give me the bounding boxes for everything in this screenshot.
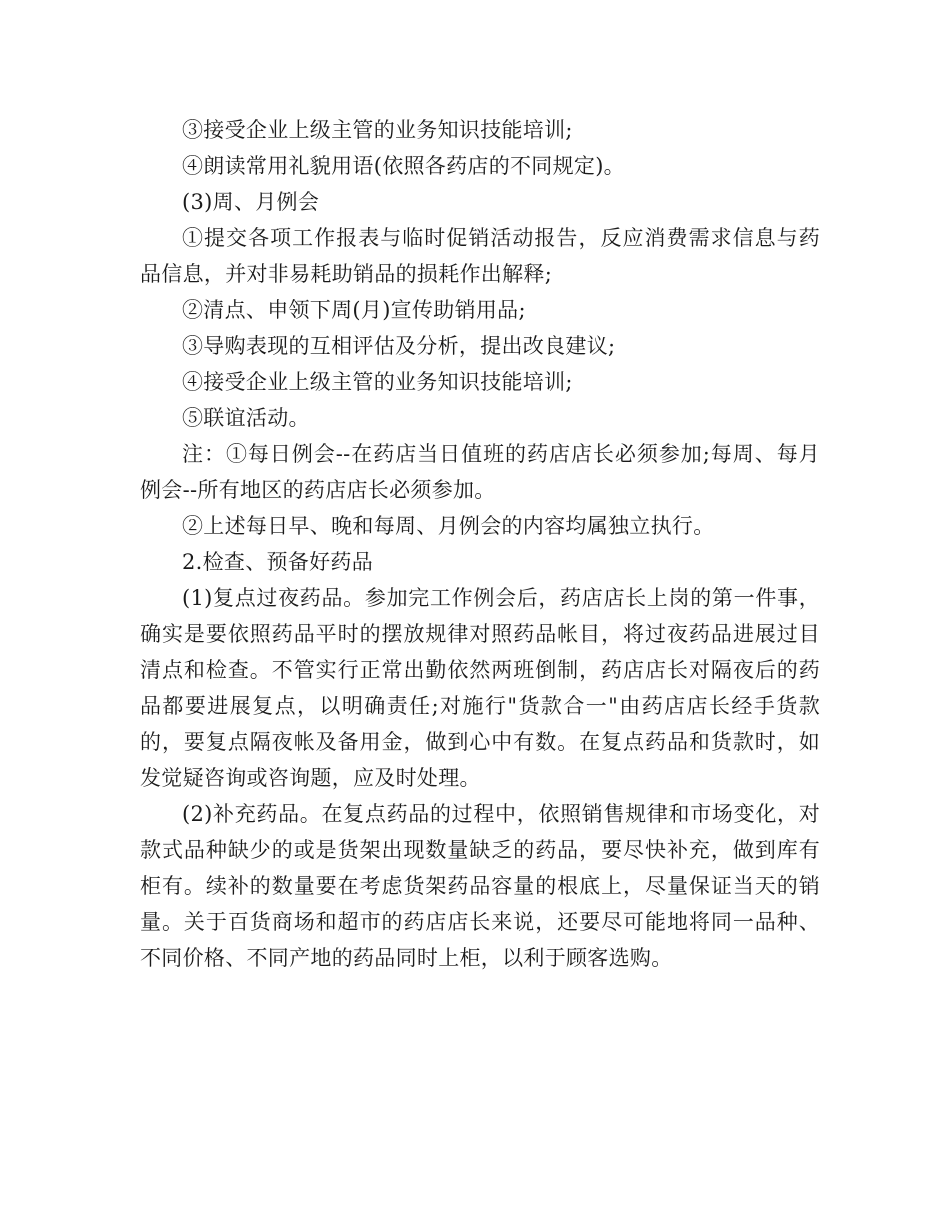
paragraph-replenish: (2)补充药品。在复点药品的过程中，依照销售规律和市场变化，对款式品种缺少的或是货架出现数量缺乏的药品，要尽快补充，做到库有柜有。续补的数量要在考虑货架药品容量的根底上，尽量保证当天的销量。关于百货商场和超市的药店店长来说，还要尽可能地将同一品种、不同价格、不同产地的药品同时上柜，以利于顾客选购。 xyxy=(140,802,820,970)
paragraph-weekly-monthly-heading: (3)周、月例会 xyxy=(182,190,320,214)
paragraph-evaluation: ③导购表现的互相评估及分析，提出改良建议; xyxy=(182,334,616,358)
paragraph-note: 注：①每日例会--在药店当日值班的药店店长必须参加;每周、每月例会--所有地区的药店店长必须参加。 xyxy=(140,442,820,502)
paragraph-training: ③接受企业上级主管的业务知识技能培训; xyxy=(182,118,573,142)
paragraph-inventory-supplies: ②清点、申领下周(月)宣传助销用品; xyxy=(182,298,526,322)
paragraph-recount: (1)复点过夜药品。参加完工作例会后，药店店长上岗的第一件事，确实是要依照药品平时的摆放规律对照药品帐目，将过夜药品进展过目清点和检查。不管实行正常出勤依然两班倒制，药店店长对隔夜后的药品都要进展复点，以明确责任;对施行"货款合一"由药店店长经手货款的，要复点隔夜帐及备用金，做到心中有数。在复点药品和货款时，如发觉疑咨询或咨询题，应及时处理。 xyxy=(140,586,820,790)
paragraph-courtesy: ④朗读常用礼貌用语(依照各药店的不同规定)。 xyxy=(182,154,625,178)
paragraph-submit-reports: ①提交各项工作报表与临时促销活动报告，反应消费需求信息与药品信息，并对非易耗助销品的损耗作出解释; xyxy=(140,226,820,286)
paragraph-training-2: ④接受企业上级主管的业务知识技能培训; xyxy=(182,370,573,394)
paragraph-social: ⑤联谊活动。 xyxy=(182,406,310,430)
document-body xyxy=(140,112,820,976)
paragraph-note-2: ②上述每日早、晚和每周、月例会的内容均属独立执行。 xyxy=(182,514,715,538)
section-heading-check-drugs: 2.检查、预备好药品 xyxy=(182,550,374,574)
